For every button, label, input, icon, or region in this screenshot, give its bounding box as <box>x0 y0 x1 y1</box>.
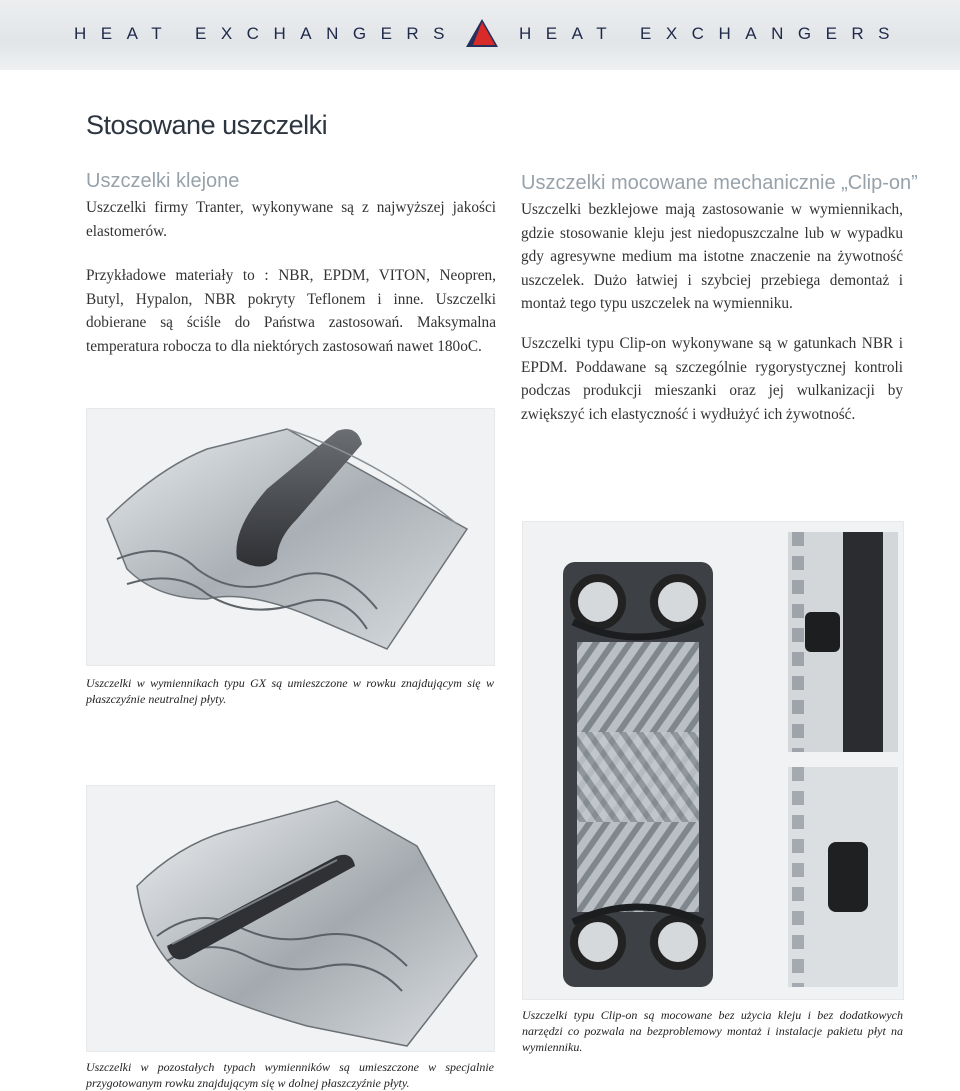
clip-on-plate-photo <box>522 521 904 1000</box>
page-title: Stosowane uszczelki <box>86 110 328 140</box>
clip-on-gaskets-para-1: Uszczelki bezklejowe mają zastosowanie w wymiennikach, gdzie stosowanie kleju jest niedopuszczalne lub w wypadku gdy agresywne medium ma istotne znaczenie na żywotność uszczelek. Dużo łatwiej i szybciej przebiega demontaż i montaż tego typu uszczelek na wymienniku. <box>521 201 903 312</box>
standard-gasket-caption: Uszczelki w pozostałych typach wymienników są umieszczone w specjalnie przygotowanym rowku znajdującym się w dolnej płaszczyźnie płyty. <box>86 1060 494 1090</box>
clip-on-caption: Uszczelki typu Clip-on są mocowane bez użycia kleju i bez dodatkowych narzędzi co pozwala na bezproblemowy montaż i instalacje pakietu płyt na wymienniku. <box>522 1008 903 1054</box>
glued-gaskets-para-1: Uszczelki firmy Tranter, wykonywane są z najwyższej jakości elastomerów. <box>86 199 496 240</box>
clip-on-gaskets-para-2: Uszczelki typu Clip-on wykonywane są w gatunkach NBR i EPDM. Poddawane są szczególnie rygorystycznej kontroli podczas produkcji mieszanki oraz jej wulkanizacji by zwiększyć ich elastyczność i wydłużyć ich żywotność. <box>521 335 903 423</box>
glued-gaskets-title: Uszczelki klejone <box>86 170 240 192</box>
header-title-right: HEAT EXCHANGERS <box>519 24 905 43</box>
red-triangle-logo-icon <box>465 18 499 48</box>
page-header <box>0 0 960 70</box>
gx-gasket-caption: Uszczelki w wymiennikach typu GX są umieszczone w rowku znajdującym się w płaszczyźnie neutralnej płyty. <box>86 676 494 706</box>
header-title-left: HEAT EXCHANGERS <box>74 24 460 43</box>
clip-on-gaskets-title: Uszczelki mocowane mechanicznie „Clip-on” <box>521 172 918 194</box>
gx-gasket-photo <box>86 408 495 666</box>
glued-gaskets-para-2: Przykładowe materiały to : NBR, EPDM, VITON, Neopren, Butyl, Hypalon, NBR pokryty Teflonem i inne. Uszczelki dobierane są ściśle do Państwa zastosowań. Maksymalna temperatura robocza to dla niektórych zastosowań nawet 180oC. <box>86 267 496 355</box>
standard-gasket-photo <box>86 785 495 1052</box>
